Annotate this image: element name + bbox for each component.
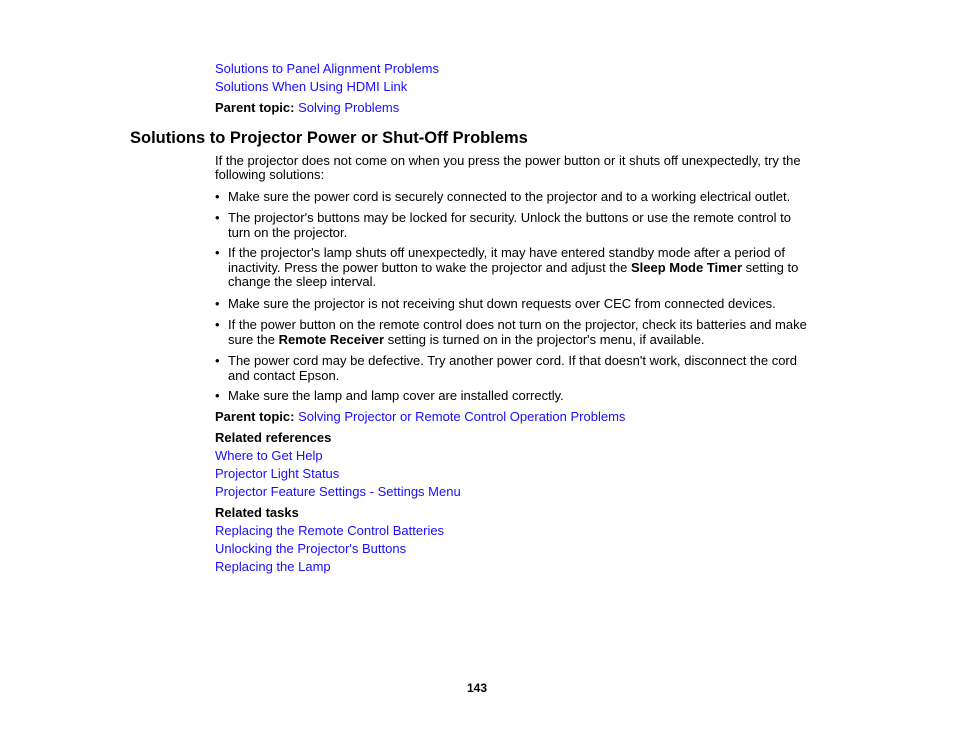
setting-name-remote-receiver: Remote Receiver (278, 331, 385, 347)
bullet-dot: • (215, 353, 220, 368)
text-span: sure the (228, 331, 279, 347)
list-item-text: turn on the projector. (228, 224, 348, 240)
text-span: inactivity. Press the power button to wake the projector and adjust the (228, 259, 631, 275)
bullet-dot: • (215, 388, 220, 403)
list-item-text: and contact Epson. (228, 367, 340, 383)
list-item-text: change the sleep interval. (228, 274, 377, 289)
link-projector-light-status[interactable]: Projector Light Status (215, 466, 340, 481)
section-heading: Solutions to Projector Power or Shut-Off Problems (130, 129, 528, 147)
text-span: setting is turned on in the projector's menu, if available. (384, 331, 705, 347)
related-references-heading: Related references (215, 430, 332, 445)
bullet-dot: • (215, 245, 220, 260)
parent-topic-label: Parent topic: (215, 409, 295, 424)
link-feature-settings[interactable]: Projector Feature Settings - Settings Menu (215, 484, 461, 499)
parent-topic-label: Parent topic: (215, 100, 295, 115)
intro-line-1: If the projector does not come on when you press the power button or it shuts off unexpectedly, try the (215, 153, 801, 168)
list-item-text: The power cord may be defective. Try another power cord. If that doesn't work, disconnect the cord (228, 353, 797, 368)
page-number: 143 (466, 681, 488, 695)
link-unlocking-buttons[interactable]: Unlocking the Projector's Buttons (215, 541, 407, 556)
bullet-dot: • (215, 296, 220, 311)
link-replacing-batteries[interactable]: Replacing the Remote Control Batteries (215, 523, 445, 538)
link-hdmi-link[interactable]: Solutions When Using HDMI Link (215, 79, 408, 94)
bullet-dot: • (215, 317, 220, 332)
bullet-dot: • (215, 210, 220, 225)
link-where-to-get-help[interactable]: Where to Get Help (215, 448, 323, 463)
text-span: setting to (742, 259, 799, 275)
bullet-dot: • (215, 189, 220, 204)
link-panel-alignment[interactable]: Solutions to Panel Alignment Problems (215, 61, 440, 76)
list-item-text: Make sure the power cord is securely connected to the projector and to a working electrical outlet. (228, 189, 791, 204)
list-item-text (228, 261, 818, 276)
link-solving-operation-problems[interactable]: Solving Projector or Remote Control Operation Problems (298, 409, 626, 424)
parent-topic-2 (215, 410, 625, 425)
link-replacing-lamp[interactable]: Replacing the Lamp (215, 559, 331, 574)
intro-line-2: following solutions: (215, 167, 325, 182)
list-item-text: Make sure the projector is not receiving shut down requests over CEC from connected devices. (228, 296, 776, 311)
list-item-text: The projector's buttons may be locked for security. Unlock the buttons or use the remote control to (228, 210, 791, 225)
setting-name-sleep-mode-timer: Sleep Mode Timer (630, 259, 742, 275)
parent-topic-1 (215, 101, 399, 116)
list-item-text (228, 333, 818, 348)
list-item-text: If the power button on the remote control does not turn on the projector, check its batteries and make (228, 317, 807, 332)
list-item-text: If the projector's lamp shuts off unexpectedly, it may have entered standby mode after a period of (228, 245, 785, 260)
related-tasks-heading: Related tasks (215, 505, 299, 520)
link-solving-problems[interactable]: Solving Problems (298, 100, 400, 115)
list-item-text: Make sure the lamp and lamp cover are installed correctly. (228, 388, 564, 403)
